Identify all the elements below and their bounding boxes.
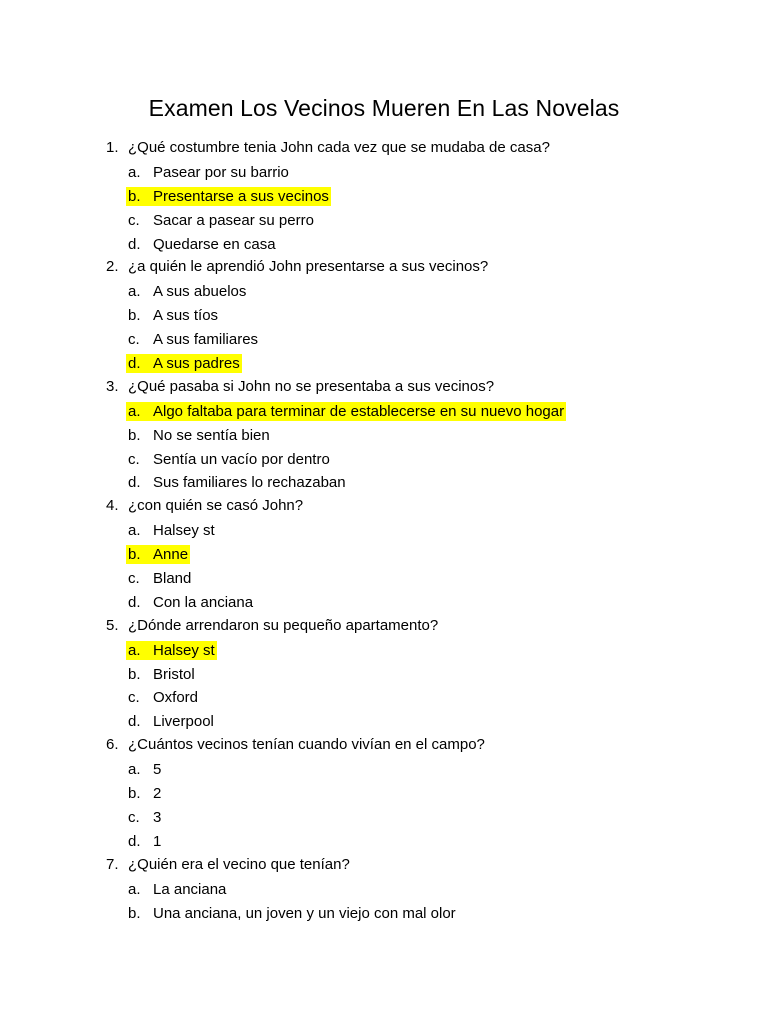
option-letter: b. [128,187,141,205]
question-line [0,375,768,399]
answer-content [126,330,258,349]
question-number: 5. [106,616,119,634]
option-letter: a. [128,163,141,181]
question-text: ¿Qué costumbre tenia John cada vez que se mudaba de casa? [128,139,550,156]
answer-content [126,450,330,469]
option-letter: b. [128,904,141,922]
answer-content [126,904,456,923]
question-number: 7. [106,855,119,873]
option-text: Una anciana, un joven y un viejo con mal olor [153,904,456,922]
answer-option [0,709,768,733]
answer-option [0,423,768,447]
answer-option [0,208,768,232]
option-text: Liverpool [153,713,214,731]
question-number: 6. [106,736,119,754]
option-letter: b. [128,426,141,444]
answer-option [0,590,768,614]
answer-content [126,569,191,588]
page-title: Examen Los Vecinos Mueren En Las Novelas [148,95,620,121]
answer-option [0,279,768,303]
option-text: Sacar a pasear su perro [153,211,314,229]
option-text: 5 [153,761,162,779]
question-line [0,614,768,638]
option-letter: b. [128,665,141,683]
answer-option [0,470,768,494]
answer-option [0,160,768,184]
question-line [0,733,768,757]
option-letter: d. [128,235,141,253]
question-item [0,853,768,925]
question-item [0,494,768,613]
answer-option [0,805,768,829]
question-text: ¿a quién le aprendió John presentarse a sus vecinos? [128,258,489,276]
option-letter: d. [128,713,141,731]
answer-content [126,712,214,731]
option-text: 3 [153,808,162,826]
answer-option [0,662,768,686]
answer-option [0,757,768,781]
option-letter: a. [128,522,141,540]
question-text: ¿Cuántos vecinos tenían cuando vivían en el campo? [128,736,485,754]
option-letter: a. [128,402,141,420]
answer-content [126,235,276,254]
option-letter: b. [128,546,141,564]
option-letter: c. [128,331,140,349]
option-letter: d. [128,832,141,850]
option-letter: c. [128,808,140,826]
question-number: 4. [106,497,119,515]
option-letter: a. [128,880,141,898]
option-text: 2 [153,785,162,803]
answer-option [0,566,768,590]
answer-content [126,282,246,301]
answer-content [126,665,195,684]
highlighted-answer [126,545,190,564]
option-text: Pasear por su barrio [153,163,289,181]
option-letter: b. [128,307,141,325]
option-text: A sus tíos [153,307,219,325]
answer-option [0,829,768,853]
option-letter: a. [128,283,141,301]
option-letter: c. [128,689,140,707]
option-text: Bristol [153,665,195,683]
question-item [0,136,768,255]
option-text: Halsey st [153,641,215,659]
answer-option [0,685,768,709]
question-number: 1. [106,139,119,156]
option-letter: d. [128,355,141,373]
question-item [0,733,768,852]
option-letter: d. [128,474,141,492]
answer-option [0,232,768,256]
highlighted-answer [126,641,217,660]
option-letter: a. [128,761,141,779]
option-text: A sus abuelos [153,283,247,301]
answer-content [126,688,198,707]
answer-content [126,832,161,851]
question-item [0,255,768,374]
option-text: 1 [153,832,162,850]
answer-option [0,901,768,925]
question-text: ¿Quién era el vecino que tenían? [128,855,350,873]
question-item [0,614,768,733]
option-text: No se sentía bien [153,426,270,444]
answer-option [0,399,768,423]
question-line [0,494,768,518]
answer-content [126,593,253,612]
option-letter: d. [128,593,141,611]
question-text: ¿Dónde arrendaron su pequeño apartamento? [128,616,439,634]
option-text: Halsey st [153,522,215,540]
option-text: Sentía un vacío por dentro [153,450,330,468]
option-text: Con la anciana [153,593,254,611]
answer-content [126,306,218,325]
answer-content [126,473,346,492]
answer-content [126,163,289,182]
question-text: ¿con quién se casó John? [128,497,304,515]
option-text: Algo faltaba para terminar de establecerse en su nuevo hogar [153,402,565,420]
question-text: ¿Qué pasaba si John no se presentaba a sus vecinos? [128,377,495,395]
answer-content [126,521,215,540]
option-text: A sus padres [153,355,240,373]
answer-content [126,211,314,230]
answer-content [126,880,226,899]
answer-option [0,447,768,471]
option-text: A sus familiares [153,331,259,349]
option-letter: b. [128,785,141,803]
answer-content [126,426,270,445]
option-text: Oxford [153,689,199,707]
answer-option [0,638,768,662]
answer-option [0,351,768,375]
option-text: La anciana [153,880,227,898]
question-number: 2. [106,258,119,276]
question-line [0,136,768,160]
answer-option [0,518,768,542]
answer-content [126,784,161,803]
answer-option [0,542,768,566]
answer-option [0,184,768,208]
question-list [0,136,768,924]
option-text: Quedarse en casa [153,235,276,253]
answer-option [0,877,768,901]
answer-content [126,808,161,827]
answer-option [0,781,768,805]
question-line [0,255,768,279]
answer-option [0,303,768,327]
option-text: Anne [153,546,189,564]
answer-content [126,760,161,779]
option-letter: c. [128,211,140,229]
option-text: Bland [153,570,192,588]
highlighted-answer [126,354,242,373]
option-letter: a. [128,641,141,659]
question-number: 3. [106,377,119,395]
answer-option [0,327,768,351]
option-text: Presentarse a sus vecinos [153,187,329,205]
highlighted-answer [126,187,331,206]
option-text: Sus familiares lo rechazaban [153,474,346,492]
option-letter: c. [128,570,140,588]
option-letter: c. [128,450,140,468]
question-line [0,853,768,877]
question-item [0,375,768,494]
highlighted-answer [126,402,566,421]
